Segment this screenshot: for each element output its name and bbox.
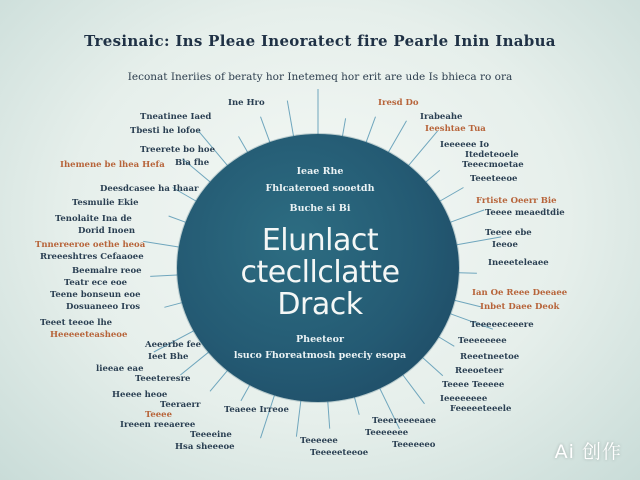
spoke-line [239,136,248,152]
spoke-line [409,131,438,166]
node-label-right-25: Teeeeeteeoe [310,448,369,458]
node-label-right-10: Ieeoe [492,240,518,250]
node-label-right-7: Frtiste Oeerr Bie [476,196,557,206]
node-label-left-1: Tneatinee Iaed [140,112,212,122]
node-label-right-12: Ian Oe Reee Deeaee [472,288,568,298]
node-label-right-17: Reeoeteer [455,366,504,376]
node-label-left-2: Tbesti he lofoe [130,126,201,136]
node-label-right-22: Teeeeeee [365,428,409,438]
node-label-left-19: Ieet Bhe [148,352,189,362]
node-label-left-16: Teeet teeoe lhe [40,318,113,328]
watermark: Ai 创作 [554,441,622,463]
node-label-right-20: Feeeeeteeele [450,404,512,414]
node-label-left-17: Heeeeeteasheoe [50,330,128,340]
node-label-left-10: Tnnereeroe oethe heoa [35,240,146,250]
circle-caption-4: Pheeteor [296,334,344,345]
node-label-left-26: Teeeeine [190,430,232,440]
node-label-right-21: Teeereeeeaee [372,416,437,426]
node-label-right-2: Ieeshtae Tua [425,124,486,134]
node-label-left-8: Tenolaite Ina de [55,214,132,224]
node-label-left-24: Teeee [145,410,172,420]
node-label-left-12: Beemalre reoe [72,266,142,276]
node-label-right-24: Teeeeee [300,436,338,446]
spoke-line [241,385,250,401]
node-label-right-16: Reeetneetoe [460,352,520,362]
node-label-right-13: Inbet Daee Deok [480,302,560,312]
node-label-right-19: Ieeeeeeee [440,394,488,404]
page-title: Tresinaic: Ins Pleae Ineoratect fire Pearle Inin Inabua [84,32,556,50]
node-label-left-28: Teaeee Irreoe [224,405,289,415]
node-label-left-0: Ine Hro [228,98,265,108]
node-label-right-11: Ineeeteleaee [488,258,549,268]
node-label-left-23: Teeraerr [160,400,201,410]
circle-heading-2: ctecllclatte [240,255,400,290]
node-label-left-14: Teene bonseun eoe [50,290,141,300]
node-label-left-15: Dosuaneeo Iros [66,302,141,312]
circle-caption-2: Fhlcateroed sooetdh [265,183,375,194]
node-label-left-4: Bia fhe [175,158,210,168]
node-label-left-5: Ihemene be lhea Hefa [60,160,165,170]
node-label-left-3: Treerete bo hoe [140,145,216,155]
circle-heading-3: Drack [277,287,363,322]
node-label-right-0: Iresd Do [378,98,419,108]
node-label-right-6: Teeeteeoe [470,174,518,184]
spoke-line [366,117,375,142]
spoke-line [169,216,186,222]
node-label-left-20: lieeae eae [96,364,144,374]
spoke-line [287,101,293,136]
node-label-right-4: Itedeteoele [465,150,519,160]
node-label-right-9: Teeee ebe [485,228,532,238]
node-label-left-21: Teeeteresre [135,374,191,384]
node-label-right-5: Teeecmoetae [462,160,524,170]
node-label-right-3: Ieeeeee Io [440,140,490,150]
circle-caption-5: lsuco Fhoreatmosh peeciy esopa [233,350,407,361]
spoke-line [261,395,275,438]
spoke-line [210,371,227,392]
node-label-left-22: Heeee heoe [112,390,168,400]
spoke-line [389,121,407,152]
spoke-line [296,401,300,437]
node-label-left-18: Aeeerbe fee [145,340,202,350]
node-label-left-11: Rreeeshtres Cefaaoee [40,252,144,262]
spoke-line [355,397,360,414]
circle-caption-3: Buche si Bi [289,203,351,214]
circle-heading-1: Elunlact [261,223,379,258]
node-label-right-14: Teeeeeceeere [470,320,534,330]
node-label-left-25: Ireeen reeaeree [120,420,196,430]
node-label-left-27: Hsa sheeeoe [175,442,235,452]
page-subtitle: Ieconat Ineriies of beraty hor Inetemeq hor erit are ude Is bhieca ro ora [127,71,513,83]
spoke-line [261,117,270,142]
node-label-left-13: Teatr ece eoe [64,278,128,288]
node-label-right-18: Teeee Teeeee [442,380,505,390]
node-label-right-15: Teeeeeeee [458,336,507,346]
node-label-left-6: Deesdcasee ha Ihaar [100,184,199,194]
circle-caption-1: Ieae Rhe [296,166,344,177]
node-label-left-9: Dorid Inoen [78,226,136,236]
node-label-right-1: Irabeahe [420,112,463,122]
node-label-left-7: Tesmulie Ekie [72,198,139,208]
node-label-right-8: Teeee meaedtdie [485,208,565,218]
spoke-line [403,375,425,404]
spoke-line [328,402,330,429]
spoke-line [343,118,346,136]
node-label-right-23: Teeeeeeo [392,440,436,450]
